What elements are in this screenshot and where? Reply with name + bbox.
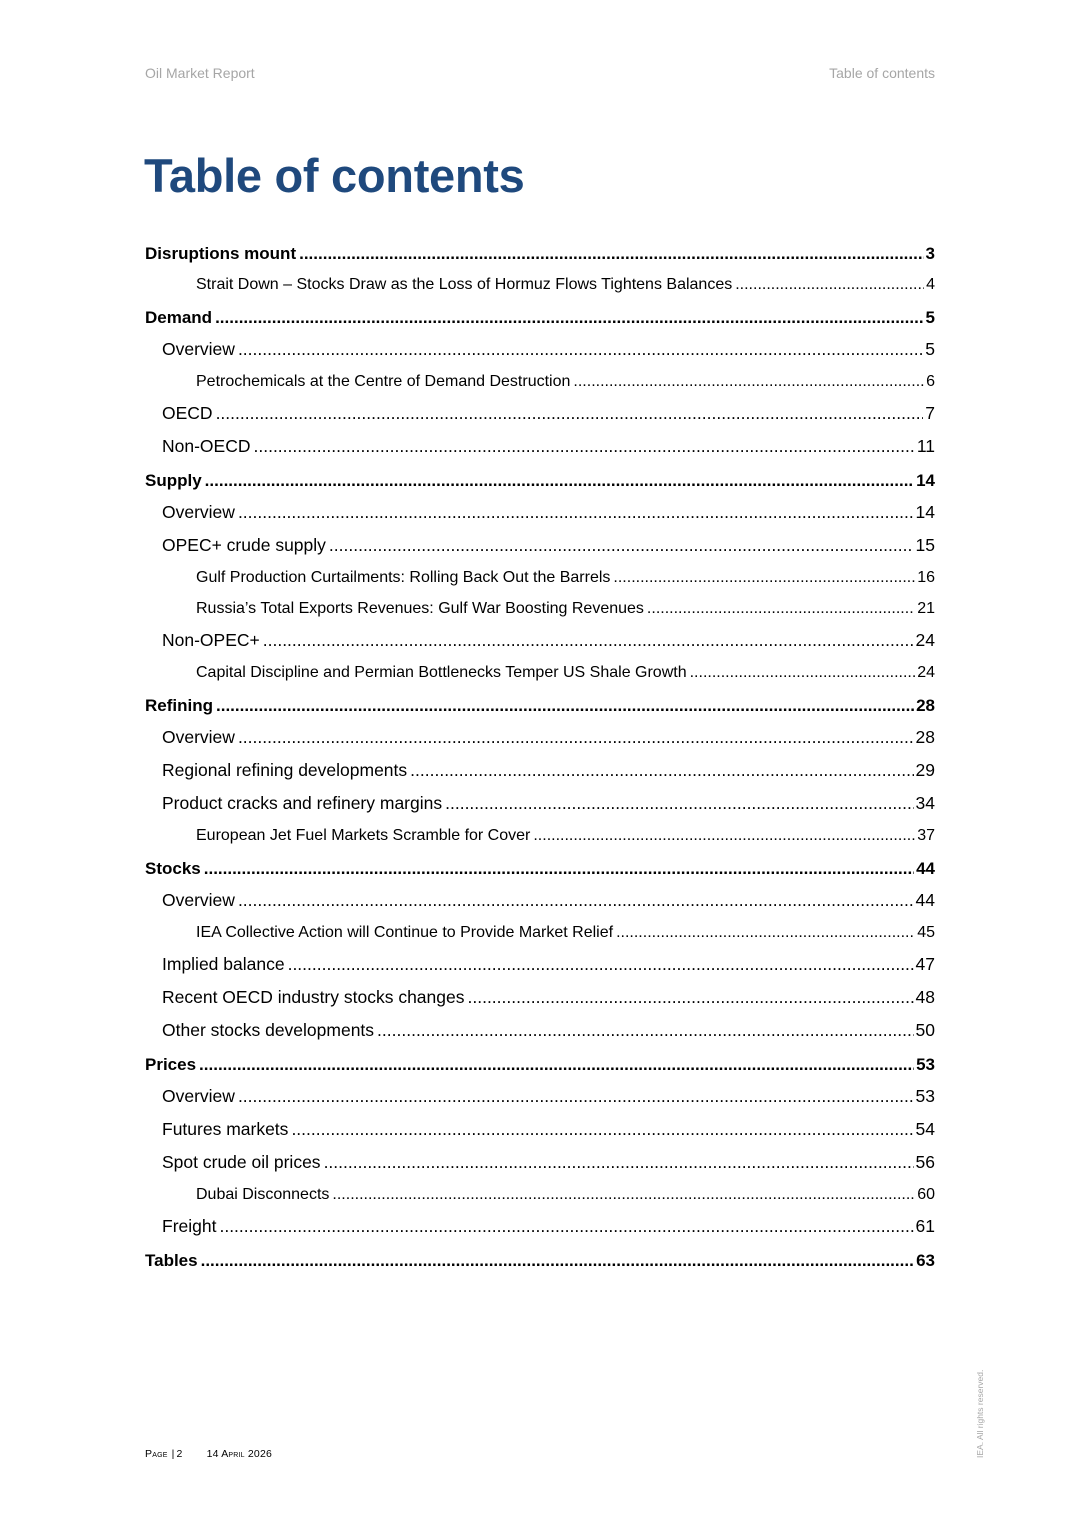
report-name: Oil Market Report bbox=[145, 65, 255, 81]
page-footer bbox=[145, 1448, 272, 1460]
toc-entry-level-2[interactable] bbox=[145, 529, 935, 562]
toc-entry-label: Implied balance bbox=[162, 954, 285, 974]
toc-entry-page: 54 bbox=[915, 1119, 935, 1139]
toc-entry-level-2[interactable] bbox=[145, 1113, 935, 1146]
toc-entry-level-3[interactable] bbox=[145, 917, 935, 948]
toc-entry-level-2[interactable] bbox=[145, 397, 935, 430]
toc-entry-label: Overview bbox=[162, 1086, 235, 1106]
toc-entry-level-2[interactable] bbox=[145, 754, 935, 787]
toc-entry-label: Futures markets bbox=[162, 1119, 289, 1139]
toc-dot-leader bbox=[238, 721, 914, 754]
toc-entry-label: Dubai Disconnects bbox=[196, 1186, 330, 1203]
toc-dot-leader bbox=[613, 562, 915, 593]
toc-entry-label: Regional refining developments bbox=[162, 760, 408, 780]
toc-entry-page: 6 bbox=[926, 373, 935, 390]
toc-entry-level-3[interactable] bbox=[145, 657, 935, 688]
toc-entry-label: IEA Collective Action will Continue to Provide Market Relief bbox=[196, 924, 614, 941]
toc-entry-page: 50 bbox=[915, 1020, 935, 1040]
toc-entry-level-1[interactable] bbox=[145, 1047, 935, 1080]
toc-dot-leader bbox=[332, 1179, 915, 1210]
toc-dot-leader bbox=[329, 529, 914, 562]
toc-dot-leader bbox=[199, 1049, 914, 1080]
toc-dot-leader bbox=[215, 302, 923, 333]
toc-entry-level-2[interactable] bbox=[145, 787, 935, 820]
toc-dot-leader bbox=[238, 496, 914, 529]
toc-entry-level-2[interactable] bbox=[145, 884, 935, 917]
toc-dot-leader bbox=[204, 853, 914, 884]
toc-entry-page: 47 bbox=[915, 954, 935, 974]
toc-entry-label: Recent OECD industry stocks changes bbox=[162, 987, 465, 1007]
toc-entry-label: European Jet Fuel Markets Scramble for Cover bbox=[196, 827, 531, 844]
toc-dot-leader bbox=[299, 238, 923, 269]
toc-entry-label: Non-OPEC+ bbox=[162, 630, 260, 650]
toc-entry-level-1[interactable] bbox=[145, 236, 935, 269]
toc-entry-page: 53 bbox=[916, 1055, 935, 1074]
toc-dot-leader bbox=[468, 981, 914, 1014]
toc-entry-page: 45 bbox=[917, 924, 935, 941]
toc-entry-label: Demand bbox=[145, 308, 213, 327]
page-title: Table of contents bbox=[144, 149, 525, 202]
toc-dot-leader bbox=[201, 1245, 914, 1276]
table-of-contents bbox=[145, 236, 935, 1276]
toc-entry-page: 4 bbox=[926, 276, 935, 293]
toc-dot-leader bbox=[377, 1014, 913, 1047]
toc-entry-page: 3 bbox=[925, 244, 935, 263]
toc-entry-level-3[interactable] bbox=[145, 269, 935, 300]
toc-entry-page: 34 bbox=[915, 793, 935, 813]
toc-entry-level-2[interactable] bbox=[145, 430, 935, 463]
footer-separator: | bbox=[171, 1448, 175, 1460]
toc-entry-level-2[interactable] bbox=[145, 1080, 935, 1113]
toc-entry-label: Freight bbox=[162, 1216, 217, 1236]
toc-entry-label: Gulf Production Curtailments: Rolling Back Out the Barrels bbox=[196, 569, 611, 586]
toc-dot-leader bbox=[288, 948, 914, 981]
toc-entry-page: 28 bbox=[916, 696, 935, 715]
toc-entry-label: Non-OECD bbox=[162, 436, 251, 456]
section-name: Table of contents bbox=[829, 65, 935, 81]
toc-entry-label: Product cracks and refinery margins bbox=[162, 793, 443, 813]
toc-entry-page: 60 bbox=[917, 1186, 935, 1203]
toc-entry-level-2[interactable] bbox=[145, 1210, 935, 1243]
toc-entry-level-1[interactable] bbox=[145, 851, 935, 884]
toc-dot-leader bbox=[216, 690, 914, 721]
toc-entry-label: Other stocks developments bbox=[162, 1020, 375, 1040]
toc-entry-level-1[interactable] bbox=[145, 688, 935, 721]
toc-entry-page: 7 bbox=[925, 403, 935, 423]
toc-dot-leader bbox=[735, 269, 924, 300]
toc-dot-leader bbox=[647, 593, 915, 624]
toc-entry-level-2[interactable] bbox=[145, 1014, 935, 1047]
toc-entry-page: 14 bbox=[915, 502, 935, 522]
toc-dot-leader bbox=[690, 657, 916, 688]
toc-entry-page: 28 bbox=[915, 727, 935, 747]
toc-entry-level-2[interactable] bbox=[145, 721, 935, 754]
toc-entry-level-3[interactable] bbox=[145, 366, 935, 397]
publication-date: 14 April 2026 bbox=[206, 1448, 273, 1460]
toc-entry-page: 11 bbox=[916, 436, 935, 456]
toc-entry-level-2[interactable] bbox=[145, 496, 935, 529]
toc-entry-page: 44 bbox=[916, 859, 935, 878]
toc-dot-leader bbox=[445, 787, 913, 820]
toc-entry-label: OPEC+ crude supply bbox=[162, 535, 326, 555]
toc-entry-level-1[interactable] bbox=[145, 1243, 935, 1276]
toc-entry-label: Overview bbox=[162, 890, 235, 910]
toc-entry-label: Petrochemicals at the Centre of Demand Destruction bbox=[196, 373, 571, 390]
toc-dot-leader bbox=[254, 430, 915, 463]
toc-entry-page: 29 bbox=[915, 760, 935, 780]
toc-dot-leader bbox=[238, 333, 923, 366]
toc-dot-leader bbox=[219, 1210, 913, 1243]
toc-entry-label: Supply bbox=[145, 471, 202, 490]
toc-entry-page: 48 bbox=[915, 987, 935, 1007]
toc-entry-page: 44 bbox=[915, 890, 935, 910]
toc-entry-level-2[interactable] bbox=[145, 981, 935, 1014]
toc-entry-page: 37 bbox=[917, 827, 935, 844]
toc-dot-leader bbox=[410, 754, 913, 787]
toc-entry-label: Stocks bbox=[145, 859, 201, 878]
toc-entry-level-3[interactable] bbox=[145, 1179, 935, 1210]
toc-dot-leader bbox=[573, 366, 924, 397]
toc-entry-level-3[interactable] bbox=[145, 562, 935, 593]
toc-dot-leader bbox=[216, 397, 924, 430]
toc-entry-page: 16 bbox=[917, 569, 935, 586]
toc-entry-page: 14 bbox=[916, 471, 935, 490]
toc-entry-label: Spot crude oil prices bbox=[162, 1152, 321, 1172]
toc-dot-leader bbox=[291, 1113, 913, 1146]
toc-entry-page: 5 bbox=[925, 339, 935, 359]
toc-entry-page: 56 bbox=[915, 1152, 935, 1172]
page-number: 2 bbox=[176, 1448, 183, 1460]
toc-entry-label: Refining bbox=[145, 696, 213, 715]
toc-entry-level-1[interactable] bbox=[145, 300, 935, 333]
toc-entry-level-3[interactable] bbox=[145, 593, 935, 624]
toc-dot-leader bbox=[205, 465, 914, 496]
toc-entry-label: Russia’s Total Exports Revenues: Gulf War Boosting Revenues bbox=[196, 600, 644, 617]
toc-entry-page: 61 bbox=[915, 1216, 935, 1236]
toc-dot-leader bbox=[533, 820, 915, 851]
page-label: Page bbox=[145, 1448, 168, 1460]
rights-notice: IEA. All rights reserved. bbox=[975, 1369, 985, 1458]
toc-entry-level-2[interactable] bbox=[145, 948, 935, 981]
toc-entry-level-2[interactable] bbox=[145, 1146, 935, 1179]
toc-entry-page: 24 bbox=[917, 664, 935, 681]
toc-entry-page: 15 bbox=[915, 535, 935, 555]
toc-entry-label: Disruptions mount bbox=[145, 244, 297, 263]
toc-dot-leader bbox=[238, 884, 914, 917]
toc-entry-label: Overview bbox=[162, 502, 235, 522]
toc-entry-page: 21 bbox=[917, 600, 935, 617]
toc-entry-label: Capital Discipline and Permian Bottlenecks Temper US Shale Growth bbox=[196, 664, 687, 681]
toc-entry-level-3[interactable] bbox=[145, 820, 935, 851]
toc-dot-leader bbox=[263, 624, 914, 657]
toc-entry-label: Overview bbox=[162, 727, 235, 747]
toc-entry-label: Strait Down – Stocks Draw as the Loss of Hormuz Flows Tightens Balances bbox=[196, 276, 733, 293]
toc-entry-label: Prices bbox=[145, 1055, 197, 1074]
toc-entry-level-2[interactable] bbox=[145, 624, 935, 657]
toc-dot-leader bbox=[324, 1146, 914, 1179]
toc-entry-label: OECD bbox=[162, 403, 213, 423]
toc-dot-leader bbox=[616, 917, 915, 948]
toc-entry-label: Overview bbox=[162, 339, 235, 359]
toc-entry-level-2[interactable] bbox=[145, 333, 935, 366]
toc-entry-page: 5 bbox=[925, 308, 935, 327]
toc-entry-page: 53 bbox=[915, 1086, 935, 1106]
toc-entry-page: 24 bbox=[915, 630, 935, 650]
toc-entry-label: Tables bbox=[145, 1251, 198, 1270]
toc-dot-leader bbox=[238, 1080, 914, 1113]
toc-entry-page: 63 bbox=[916, 1251, 935, 1270]
toc-entry-level-1[interactable] bbox=[145, 463, 935, 496]
